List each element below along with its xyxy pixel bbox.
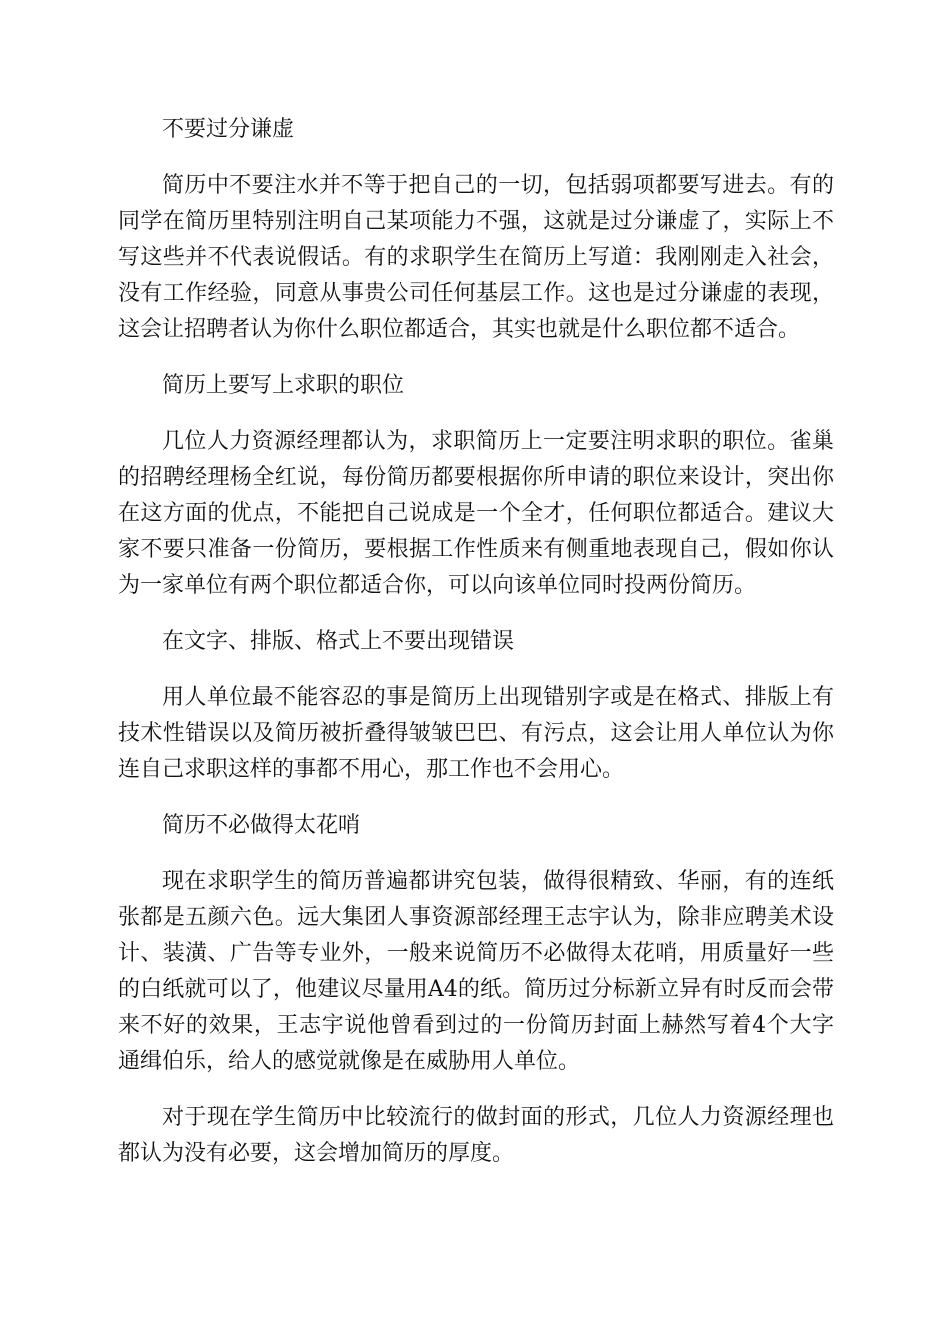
document-page <box>118 112 834 1192</box>
body-paragraph: 几位人力资源经理都认为，求职简历上一定要注明求职的职位。雀巢的招聘经理杨全红说，每份简历都要根据你所申请的职位来设计，突出你在这方面的优点，不能把自己说成是一个全才，任何职位都适合。建议大家不要只准备一份简历，要根据工作性质来有侧重地表现自己，假如你认为一家单位有两个职位都适合你，可以向该单位同时投两份简历。 <box>118 429 834 598</box>
body-paragraph: 对于现在学生简历中比较流行的做封面的形式，几位人力资源经理也都认为没有必要，这会增加简历的厚度。 <box>118 1105 834 1166</box>
section-heading: 简历不必做得太花哨 <box>162 813 361 838</box>
section-heading: 简历上要写上求职的职位 <box>162 373 405 398</box>
body-paragraph: 简历中不要注水并不等于把自己的一切，包括弱项都要写进去。有的同学在简历里特别注明自己某项能力不强，这就是过分谦虚了，实际上不写这些并不代表说假话。有的求职学生在简历上写道：我刚刚走入社会，没有工作经验，同意从事贵公司任何基层工作。这也是过分谦虚的表现，这会让招聘者认为你什么职位都适合，其实也就是什么职位都不适合。 <box>118 173 834 342</box>
section-heading: 不要过分谦虚 <box>162 117 295 142</box>
body-paragraph: 用人单位最不能容忍的事是简历上出现错别字或是在格式、排版上有技术性错误以及简历被折叠得皱皱巴巴、有污点，这会让用人单位认为你连自己求职这样的事都不用心，那工作也不会用心。 <box>118 685 834 782</box>
body-paragraph: 现在求职学生的简历普遍都讲究包装，做得很精致、华丽，有的连纸张都是五颜六色。远大集团人事资源部经理王志宇认为，除非应聘美术设计、装潢、广告等专业外，一般来说简历不必做得太花哨，用质量好一些的白纸就可以了，他建议尽量用A4的纸。简历过分标新立异有时反而会带来不好的效果，王志宇说他曾看到过的一份简历封面上赫然写着4个大字通缉伯乐，给人的感觉就像是在威胁用人单位。 <box>118 869 834 1074</box>
section-heading: 在文字、排版、格式上不要出现错误 <box>162 629 515 654</box>
